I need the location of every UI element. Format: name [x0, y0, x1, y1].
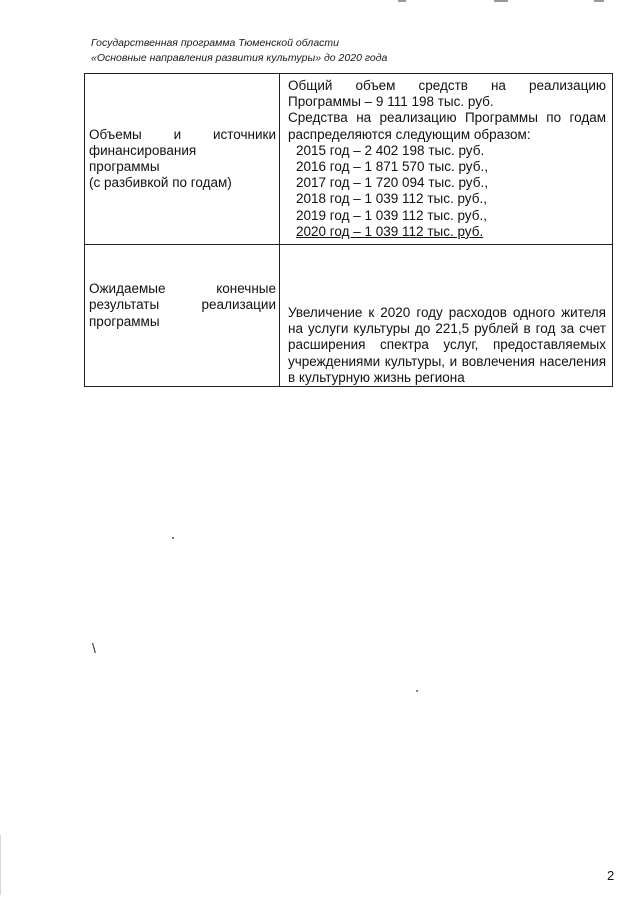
page-number: 2	[607, 868, 615, 883]
financing-label-line-4: (с разбивкой по годам)	[89, 175, 232, 191]
header-line-1: Государственная программа Тюменской области	[91, 37, 339, 49]
header-line-2: «Основные направления развития культуры» до 2020 года	[91, 52, 388, 64]
document-header	[91, 36, 387, 66]
financing-label-line-2: финансирования	[89, 142, 197, 158]
results-label-cell: Ожидаемые конечные результаты реализации программы	[85, 245, 280, 387]
financing-label-line-1: Объемы и источники	[89, 126, 276, 142]
program-passport-table	[84, 73, 613, 387]
financing-label-line-3: программы	[89, 159, 160, 174]
table-row-financing	[85, 74, 613, 245]
year-line-2017: 2017 год – 1 720 094 тыс. руб.,	[296, 175, 488, 191]
financing-years-list	[288, 143, 606, 240]
results-value-cell	[280, 245, 613, 387]
financing-total-line-1: Общий объем средств на реализацию	[288, 77, 606, 93]
year-line-2016: 2016 год – 1 871 570 тыс. руб.,	[296, 159, 488, 174]
financing-distribution-text: Средства на реализацию Программы по годам распределяются следующим образом:	[288, 110, 606, 142]
results-value-text: Увеличение к 2020 году расходов одного жителя на услуги культуры до 221,5 рублей в год за счет расширения спектра услуг, предоставляемых учреждениями культуры, и вовлечения населения в культурную жизнь региона	[288, 304, 606, 385]
scan-specks	[398, 0, 618, 3]
year-line-2018: 2018 год – 1 039 112 тыс. руб.,	[296, 191, 487, 207]
year-line-2020: 2020 год – 1 039 112 тыс. руб.	[296, 223, 484, 239]
year-line-2019: 2019 год – 1 039 112 тыс. руб.,	[296, 207, 487, 223]
financing-value-cell	[280, 74, 613, 245]
financing-label-cell	[85, 74, 280, 245]
table-row-results	[85, 245, 613, 387]
year-line-2015: 2015 год – 2 402 198 тыс. руб.	[296, 142, 485, 158]
scan-dot	[172, 537, 174, 539]
scan-dot	[416, 690, 418, 692]
scan-edge-line	[0, 835, 1, 895]
stray-mark: \	[92, 640, 96, 656]
financing-total-line-2: Программы – 9 111 198 тыс. руб.	[288, 94, 494, 110]
